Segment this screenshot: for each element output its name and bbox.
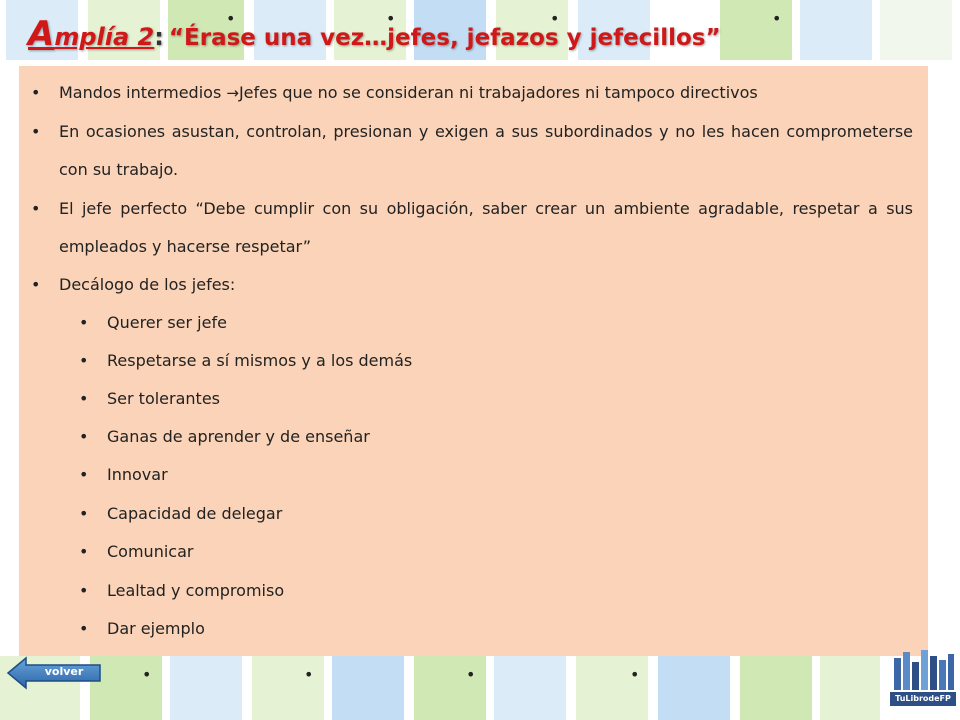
logo	[888, 648, 958, 718]
bullet-text: Jefes que no se consideran ni trabajadores ni tampoco directivos	[238, 83, 758, 102]
bullet-item: • El jefe perfecto “Debe cumplir con su obligación, saber crear un ambiente agradable, respetar a sus empleados y hacerse respetar”	[59, 190, 913, 266]
bullet-text: Mandos intermedios	[59, 83, 227, 102]
back-button-label: volver	[44, 665, 84, 678]
title-main: mplía 2	[54, 23, 155, 51]
decalogo-item: • Ser tolerantes	[107, 380, 887, 418]
decalogo-item: • Innovar	[107, 456, 887, 494]
slide-title	[28, 14, 928, 60]
decalogo-item: • Capacidad de delegar	[107, 495, 887, 533]
bullet-item: • En ocasiones asustan, controlan, presionan y exigen a sus subordinados y no les hacen comprometerse con su trabajo.	[59, 113, 913, 189]
content-panel	[19, 66, 928, 656]
decalogo-item: • Querer ser jefe	[107, 304, 887, 342]
decalogo-item: • Ganas de aprender y de enseñar	[107, 418, 887, 456]
back-button[interactable]	[6, 656, 102, 690]
arrow-right-icon: →	[226, 84, 239, 102]
title-first-letter: A	[28, 14, 55, 54]
title-subtitle: “Érase una vez…jefes, jefazos y jefecillos”	[168, 25, 721, 51]
bg-tile	[332, 656, 404, 720]
decalogo-item: • Comunicar	[107, 533, 887, 571]
bg-tile	[658, 656, 730, 720]
bg-tile	[170, 656, 242, 720]
bg-tile	[740, 656, 812, 720]
decalogo-item: • Respetarse a sí mismos y a los demás	[107, 342, 887, 380]
decalogo-item: • Lealtad y compromiso	[107, 572, 887, 610]
bullet-item: • Decálogo de los jefes:	[59, 266, 913, 304]
logo-text: TuLibrodeFP	[890, 692, 956, 706]
books-logo-icon	[888, 648, 958, 692]
title-colon: :	[154, 23, 164, 51]
bullet-item	[59, 74, 913, 112]
bg-tile	[494, 656, 566, 720]
bg-tile	[820, 656, 880, 720]
decalogo-item: • Dar ejemplo	[107, 610, 887, 648]
